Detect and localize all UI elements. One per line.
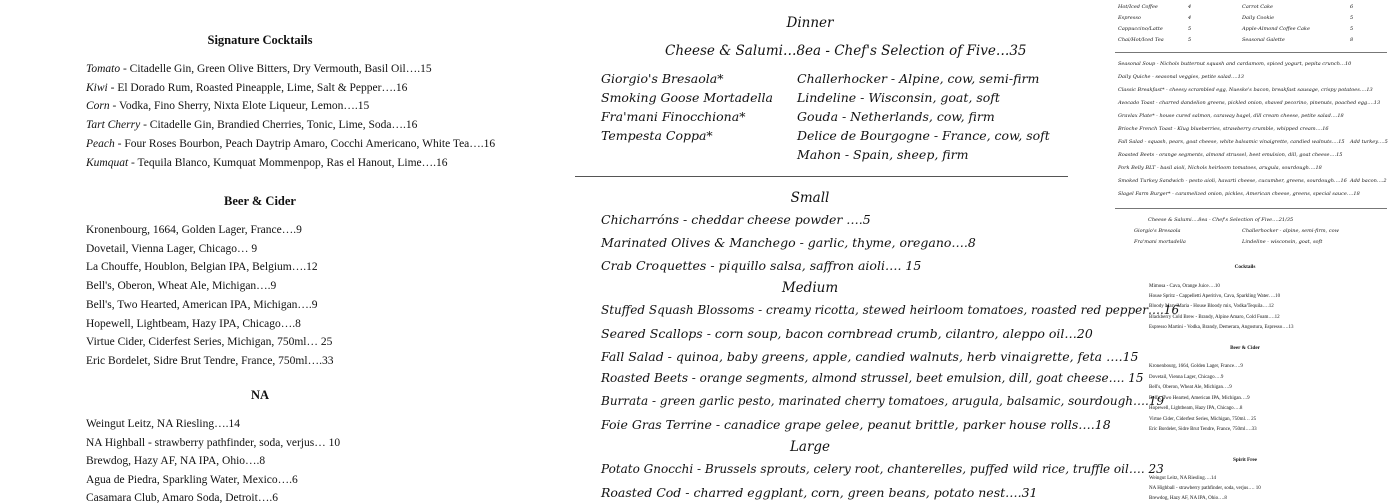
drink-item: Chai/Hot/Iced Tea [1118, 37, 1164, 43]
cocktail-item: Tomato - Citadelle Gin, Green Olive Bitters, Dry Vermouth, Basil Oil….15 [86, 63, 432, 75]
brunch-cocktail-item: Mimosa - Cava, Orange Juice….10 [1149, 284, 1220, 289]
pastry-item: Apple-Almond Coffee Cake [1242, 26, 1310, 32]
brunch-cocktail-item: House Spritz - Cappelletti Aperitivo, Cava, Sparkling Water….10 [1149, 294, 1281, 299]
mini-cheese-salumi-header: Cheese & Salumi….8ea - Chef's Selection of Five….21/35 [1148, 217, 1294, 223]
salumi-item: Fra'mani Finocchiona* [601, 109, 746, 124]
brunch-beer-item: Bell's, Two Hearted, American IPA, Michigan….9 [1149, 396, 1250, 401]
beer-item: Bell's, Two Hearted, American IPA, Michigan….9 [86, 299, 318, 311]
brunch-item: Smoked Turkey Sandwich - pesto aioli, havarti cheese, cucumber, greens, sourdough….16 [1118, 178, 1347, 184]
spirit-free-item: Brewdog, Hazy AF, NA IPA, Ohio….8 [1149, 496, 1227, 501]
medium-plate-item: Burrata - green garlic pesto, marinated cherry tomatoes, arugula, balsamic, sourdough….19 [601, 394, 1165, 408]
beer-item: Dovetail, Vienna Lager, Chicago… 9 [86, 243, 258, 255]
salumi-item: Smoking Goose Mortadella [601, 90, 773, 105]
brunch-item: Brioche French Toast - Klug blueberries, strawberry crumble, whipped cream….16 [1118, 126, 1329, 132]
large-plate-item: Roasted Cod - charred eggplant, corn, green beans, potato nest….31 [601, 485, 1038, 500]
na-item: Casamara Club, Amaro Soda, Detroit….6 [86, 492, 278, 504]
brunch-beer-item: Dovetail, Vienna Lager, Chicago….9 [1149, 375, 1224, 380]
brunch-cocktail-item: Bloody Mary/Maria - House Bloody mix, Vodka/Tequila….12 [1149, 304, 1274, 309]
na-heading: NA [250, 388, 270, 402]
large-plate-item: Potato Gnocchi - Brussels sprouts, celery root, chanterelles, puffed wild rice, truffle oil…. 23 [601, 462, 1164, 476]
cheese-salumi-header: Cheese & Salumi…8ea - Chef's Selection of Five…35 [665, 43, 1027, 59]
beer-item: Bell's, Oberon, Wheat Ale, Michigan….9 [86, 280, 277, 292]
cheese-item: Gouda - Netherlands, cow, firm [797, 109, 995, 124]
brunch-beer-item: Hopewell, Lightbeam, Hazy IPA, Chicago….8 [1149, 406, 1243, 411]
brunch-beer-heading: Beer & Cider [1230, 345, 1260, 351]
dinner-heading: Dinner [786, 15, 834, 31]
beer-item: Kronenbourg, 1664, Golden Lager, France….9 [86, 224, 302, 236]
drink-price: 5 [1188, 37, 1192, 43]
cheese-item: Challerhocker - Alpine, cow, semi-firm [797, 71, 1040, 86]
small-heading: Small [790, 190, 830, 206]
brunch-item: Daily Quiche - seasonal veggies, petite salad….13 [1118, 74, 1244, 80]
cheese-item: Delice de Bourgogne - France, cow, soft [797, 128, 1050, 143]
section-divider [575, 176, 1068, 177]
medium-heading: Medium [781, 280, 839, 296]
small-plate-item: Chicharróns - cheddar cheese powder ….5 [601, 212, 871, 227]
brunch-item: Avocado Toast - charred dandelion greens, pickled onion, shaved pecorino, pinenuts, poached egg….13 [1118, 100, 1381, 106]
brunch-item: Fall Salad - squash, pears, goat cheese, white balsamic vinaigrette, candied walnuts….15 [1118, 139, 1345, 145]
small-plate-item: Marinated Olives & Manchego - garlic, thyme, oregano….8 [601, 235, 976, 250]
drink-item: Espresso [1118, 15, 1141, 21]
brunch-beer-item: Eric Bordelet, Sidre Brut Tendre, France, 750ml….33 [1149, 427, 1257, 432]
na-item: Agua de Piedra, Sparkling Water, Mexico….6 [86, 474, 298, 486]
section-divider [1115, 208, 1387, 209]
pastry-price: 5 [1350, 15, 1354, 21]
beer-item: Eric Bordelet, Sidre Brut Tendre, France, 750ml….33 [86, 355, 334, 367]
brunch-cocktail-item: Blackberry Cold Brew - Brandy, Alpine Amaro, Cold Foam….12 [1149, 315, 1280, 320]
mini-cheese-item: Lindeline - wisconsin, goat, soft [1242, 239, 1323, 245]
spirit-free-item: NA Highball - strawberry pathfinder, soda, verjus…. 10 [1149, 486, 1261, 491]
cocktail-item: Tart Cherry - Citadelle Gin, Brandied Cherries, Tonic, Lime, Soda….16 [86, 119, 418, 131]
drink-price: 4 [1188, 4, 1192, 10]
medium-plate-item: Fall Salad - quinoa, baby greens, apple, candied walnuts, herb vinaigrette, feta ….15 [601, 349, 1139, 364]
pastry-item: Daily Cookie [1242, 15, 1275, 21]
small-plate-item: Crab Croquettes - piquillo salsa, saffron aioli…. 15 [601, 258, 922, 273]
addon-item: Add bacon….2 [1350, 178, 1387, 184]
brunch-cocktail-item: Espresso Martini - Vodka, Brandy, Demerara, Angostura, Espresso….13 [1149, 325, 1294, 330]
beer-item: Virtue Cider, Ciderfest Series, Michigan, 750ml… 25 [86, 336, 333, 348]
cheese-item: Lindeline - Wisconsin, goat, soft [797, 90, 1000, 105]
brunch-cocktails-heading: Cocktails [1234, 264, 1256, 270]
na-item: NA Highball - strawberry pathfinder, soda, verjus… 10 [86, 437, 341, 449]
cocktail-item: Peach - Four Roses Bourbon, Peach Daytrip Amaro, Cocchi Americano, White Tea….16 [86, 138, 496, 150]
drink-item: Hot/Iced Coffee [1118, 4, 1158, 10]
brunch-item: Gravlax Plate* - house cured salmon, caraway bagel, dill cream cheese, petite salad….18 [1118, 113, 1344, 119]
pastry-item: Carrot Cake [1242, 4, 1273, 10]
mini-salumi-item: Fra'mani mortadella [1134, 239, 1186, 245]
medium-plate-item: Seared Scallops - corn soup, bacon cornbread crumb, cilantro, aleppo oil…20 [601, 326, 1093, 341]
signature-cocktails-heading: Signature Cocktails [207, 33, 313, 47]
cocktail-item: Kiwi - El Dorado Rum, Roasted Pineapple, Lime, Salt & Pepper….16 [86, 82, 408, 94]
drink-price: 5 [1188, 26, 1192, 32]
drink-item: Cappuccino/Latte [1118, 26, 1163, 32]
pastry-price: 6 [1350, 4, 1354, 10]
beer-item: La Chouffe, Houblon, Belgian IPA, Belgium….12 [86, 261, 318, 273]
brunch-item: Slagel Farm Burger* - caramelized onion, pickles, American cheese, greens, special sauce….18 [1118, 191, 1360, 197]
cocktail-item: Corn - Vodka, Fino Sherry, Nixta Elote Liqueur, Lemon….15 [86, 100, 370, 112]
beer-cider-heading: Beer & Cider [224, 194, 296, 208]
brunch-beer-item: Virtue Cider, Ciderfest Series, Michigan, 750ml… 25 [1149, 417, 1257, 422]
drinks-menu-panel [0, 0, 560, 504]
section-divider [1115, 52, 1387, 53]
brunch-item: Pork Belly BLT - basil aioli, Nichols heirloom tomatoes, arugula, sourdough….18 [1118, 165, 1322, 171]
large-heading: Large [789, 439, 831, 455]
brunch-item: Roasted Beets - orange segments, almond strussel, beet emulsion, dill, goat cheese….15 [1118, 152, 1343, 158]
cocktail-item: Kumquat - Tequila Blanco, Kumquat Mommenpop, Ras el Hanout, Lime….16 [86, 157, 448, 169]
brunch-item: Classic Breakfast* - cheesy scrambled egg, Nueske's bacon, breakfast sausage, crispy potatoes….13 [1118, 87, 1373, 93]
pastry-price: 5 [1350, 26, 1354, 32]
spirit-free-item: Weingut Leitz, NA Riesling….14 [1149, 476, 1216, 481]
drink-price: 4 [1188, 15, 1192, 21]
pastry-price: 8 [1350, 37, 1354, 43]
brunch-item: Seasonal Soup - Nichols butternut squash and cardamom, spiced yogurt, pepita crunch…10 [1118, 61, 1352, 67]
beer-item: Hopewell, Lightbeam, Hazy IPA, Chicago….8 [86, 318, 301, 330]
cheese-item: Mahon - Spain, sheep, firm [797, 147, 969, 162]
brunch-menu-panel [1115, 0, 1400, 500]
medium-plate-item: Roasted Beets - orange segments, almond strussel, beet emulsion, dill, goat cheese…. 15 [601, 371, 1144, 385]
salumi-item: Tempesta Coppa* [601, 128, 713, 143]
na-item: Weingut Leitz, NA Riesling….14 [86, 418, 240, 430]
pastry-item: Seasonal Galette [1242, 37, 1285, 43]
mini-cheese-item: Challerhocker - alpine, semi-firm, cow [1242, 228, 1339, 234]
spirit-free-heading: Spirit Free [1233, 457, 1257, 463]
medium-plate-item: Stuffed Squash Blossoms - creamy ricotta, stewed heirloom tomatoes, roasted red pepper….16 [601, 303, 1180, 317]
medium-plate-item: Foie Gras Terrine - canadice grape gelee, peanut brittle, parker house rolls….18 [601, 417, 1111, 432]
brunch-beer-item: Bell's, Oberon, Wheat Ale, Michigan….9 [1149, 385, 1232, 390]
mini-salumi-item: Giorgio's Bresaola [1134, 228, 1181, 234]
na-item: Brewdog, Hazy AF, NA IPA, Ohio….8 [86, 455, 266, 467]
addon-item: Add turkey….5 [1350, 139, 1388, 145]
salumi-item: Giorgio's Bresaola* [601, 71, 724, 86]
brunch-beer-item: Kronenbourg, 1664, Golden Lager, France….9 [1149, 364, 1243, 369]
